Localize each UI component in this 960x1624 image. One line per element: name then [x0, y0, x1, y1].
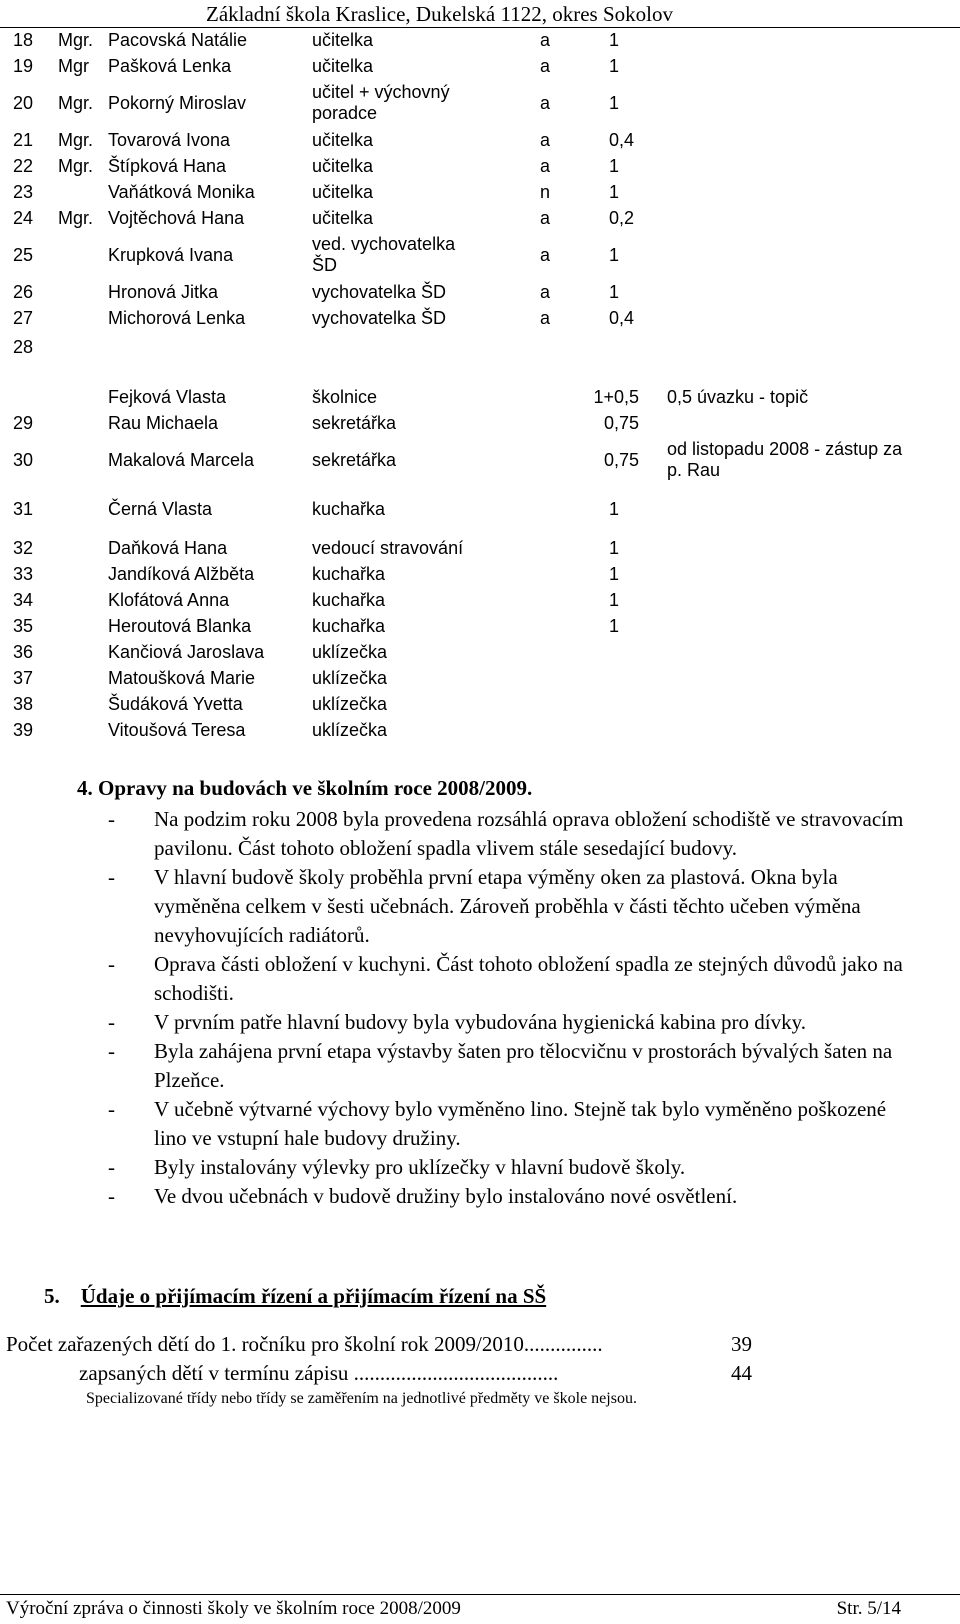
row-load: 1 — [609, 156, 620, 176]
row-name: Makalová Marcela — [108, 450, 255, 470]
list-item: - V hlavní budově školy proběhla první etapa výměny oken za plastová. Okna byla vyměněna celkem v šesti učebnách. Zároveň proběhla v části těchto učeben výměna nevyhovujících radiátorů. — [108, 865, 861, 947]
row-name: Matoušková Marie — [108, 668, 256, 688]
row-title: Mgr. — [58, 30, 94, 50]
row-role: učitelka — [312, 182, 374, 202]
row-load: 0,75 — [603, 450, 639, 470]
row-number: 29 — [13, 413, 34, 433]
row-number: 24 — [13, 208, 34, 228]
row-load: 1 — [609, 538, 620, 558]
row-type: a — [540, 245, 551, 265]
row-number: 18 — [13, 30, 34, 50]
row-title: Mgr. — [58, 156, 94, 176]
row-name: Kančiová Jaroslava — [108, 642, 265, 662]
table-row — [0, 234, 960, 278]
table-row — [0, 82, 960, 126]
row-role: uklízečka — [312, 694, 388, 714]
list-item: - V učebně výtvarné výchovy bylo vyměněno lino. Stejně tak bylo vyměněno poškozené lino ve vstupní hale budovy družiny. — [108, 1097, 887, 1150]
row-role: kuchařka — [312, 564, 386, 584]
specialized-classes-note: Specializované třídy nebo třídy se zaměřením na jednotlivé předměty ve škole nejsou. — [86, 1390, 637, 1407]
row-note-line2: p. Rau — [667, 460, 721, 480]
row-title: Mgr — [58, 56, 89, 76]
list-item: - Oprava části obložení v kuchyni. Část tohoto obložení spadla ze stejných důvodů jako na schodišti. — [108, 952, 903, 1005]
row-role: školnice — [312, 387, 378, 407]
row-name: Tovarová Ivona — [108, 130, 231, 150]
row-type: a — [540, 56, 551, 76]
row-name: Rau Michaela — [108, 413, 219, 433]
row-role-line2: poradce — [312, 103, 378, 123]
row-title: Mgr. — [58, 130, 94, 150]
row-role: uklízečka — [312, 720, 388, 740]
stat-enrolled-label: Počet zařazených dětí do 1. ročníku pro školní rok 2009/2010............... — [6, 1332, 603, 1356]
row-number: 20 — [13, 93, 34, 113]
repairs-list — [108, 805, 908, 1211]
row-note-line1: od listopadu 2008 - zástup za — [667, 439, 903, 459]
row-role: sekretářka — [312, 450, 397, 470]
row-name: Pašková Lenka — [108, 56, 232, 76]
row-load: 1 — [609, 30, 620, 50]
row-number: 37 — [13, 668, 34, 688]
row-load: 0,2 — [609, 208, 635, 228]
row-name: Heroutová Blanka — [108, 616, 252, 636]
row-number: 21 — [13, 130, 34, 150]
row-role: učitelka — [312, 156, 374, 176]
row-role: kuchařka — [312, 590, 386, 610]
row-load: 1 — [609, 56, 620, 76]
row-load: 1 — [609, 499, 620, 519]
section-5-heading: Údaje o přijímacím řízení a přijímacím řízení na SŠ — [80, 1284, 547, 1308]
row-number: 36 — [13, 642, 34, 662]
row-number: 35 — [13, 616, 34, 636]
row-number: 34 — [13, 590, 34, 610]
page-header-title: Základní škola Kraslice, Dukelská 1122, okres Sokolov — [206, 2, 673, 26]
footer-title: Výroční zpráva o činnosti školy ve školním roce 2008/2009 — [6, 1598, 461, 1619]
row-role: učitelka — [312, 30, 374, 50]
row-name: Štípková Hana — [108, 156, 227, 176]
row-number: 26 — [13, 282, 34, 302]
row-role-line2: ŠD — [312, 255, 338, 275]
row-role: sekretářka — [312, 413, 397, 433]
row-type: n — [540, 182, 551, 202]
row-role: vedoucí stravování — [312, 538, 464, 558]
list-item: - V prvním patře hlavní budovy byla vybudována hygienická kabina pro dívky. — [108, 1010, 807, 1034]
header-rule — [0, 27, 960, 28]
stat-registered-value: 44 — [731, 1361, 752, 1385]
list-item: - Na podzim roku 2008 byla provedena rozsáhlá oprava obložení schodiště ve stravovacím pavilonu. Část tohoto obložení spadla vlivem stále sesedající budovy. — [108, 807, 904, 860]
row-load: 1 — [609, 590, 620, 610]
section-4-title: 4. Opravy na budovách ve školním roce 2008/2009. — [77, 776, 533, 800]
row-role-line1: ved. vychovatelka — [312, 234, 456, 254]
row-role: vychovatelka ŠD — [312, 282, 447, 302]
row-name: Hronová Jitka — [108, 282, 219, 302]
row-load: 1 — [609, 282, 620, 302]
row-name: Šudáková Yvetta — [108, 694, 243, 714]
row-number: 39 — [13, 720, 34, 740]
row-type: a — [540, 282, 551, 302]
row-number: 33 — [13, 564, 34, 584]
footer-rule — [0, 1594, 960, 1595]
row-number: 27 — [13, 308, 34, 328]
row-load: 1 — [609, 93, 620, 113]
row-number: 31 — [13, 499, 34, 519]
row-role: učitelka — [312, 130, 374, 150]
row-name: Pacovská Natálie — [108, 30, 248, 50]
row-number: 28 — [13, 337, 34, 357]
row-name: Jandíková Alžběta — [108, 564, 255, 584]
row-type: a — [540, 208, 551, 228]
row-title: Mgr. — [58, 208, 94, 228]
row-name: Krupková Ivana — [108, 245, 234, 265]
row-load: 1 — [609, 564, 620, 584]
section-5-number: 5. — [44, 1284, 60, 1308]
table-row — [0, 439, 960, 483]
row-role: učitelka — [312, 56, 374, 76]
page-number: Str. 5/14 — [836, 1598, 901, 1619]
row-name: Michorová Lenka — [108, 308, 246, 328]
row-load: 0,4 — [609, 130, 635, 150]
row-name: Vojtěchová Hana — [108, 208, 245, 228]
row-name: Černá Vlasta — [108, 499, 213, 519]
row-number: 32 — [13, 538, 34, 558]
row-name: Vitoušová Teresa — [108, 720, 246, 740]
stat-registered-label: zapsaných dětí v termínu zápisu ....................................... — [79, 1361, 559, 1385]
section-5-title — [44, 1284, 546, 1309]
row-load: 1 — [609, 182, 620, 202]
row-number: 22 — [13, 156, 34, 176]
row-name: Klofátová Anna — [108, 590, 230, 610]
row-number: 38 — [13, 694, 34, 714]
row-title: Mgr. — [58, 93, 94, 113]
row-name: Vaňátková Monika — [108, 182, 255, 202]
row-load: 1+0,5 — [593, 387, 639, 407]
row-role: kuchařka — [312, 499, 386, 519]
row-name: Daňková Hana — [108, 538, 228, 558]
stat-enrolled-value: 39 — [731, 1332, 752, 1356]
row-load: 0,4 — [609, 308, 635, 328]
list-item: - Ve dvou učebnách v budově družiny bylo instalováno nové osvětlení. — [108, 1184, 738, 1208]
row-role: učitelka — [312, 208, 374, 228]
row-number: 23 — [13, 182, 34, 202]
row-name: Pokorný Miroslav — [108, 93, 247, 113]
row-load: 1 — [609, 616, 620, 636]
row-type: a — [540, 30, 551, 50]
row-role: uklízečka — [312, 668, 388, 688]
row-type: a — [540, 93, 551, 113]
row-number: 25 — [13, 245, 34, 265]
row-number: 30 — [13, 450, 34, 470]
row-name: Fejková Vlasta — [108, 387, 227, 407]
row-role: uklízečka — [312, 642, 388, 662]
row-load: 0,75 — [603, 413, 639, 433]
row-number: 19 — [13, 56, 34, 76]
row-type: a — [540, 308, 551, 328]
row-role-line1: učitel + výchovný — [312, 82, 450, 102]
row-note: 0,5 úvazku - topič — [667, 387, 809, 407]
row-type: a — [540, 156, 551, 176]
row-type: a — [540, 130, 551, 150]
row-load: 1 — [609, 245, 620, 265]
row-role: vychovatelka ŠD — [312, 308, 447, 328]
row-role: kuchařka — [312, 616, 386, 636]
list-item: - Byla zahájena první etapa výstavby šaten pro tělocvičnu v prostorách bývalých šaten na Plzeňce. — [108, 1039, 893, 1092]
list-item: - Byly instalovány výlevky pro uklízečky v hlavní budově školy. — [108, 1155, 686, 1179]
